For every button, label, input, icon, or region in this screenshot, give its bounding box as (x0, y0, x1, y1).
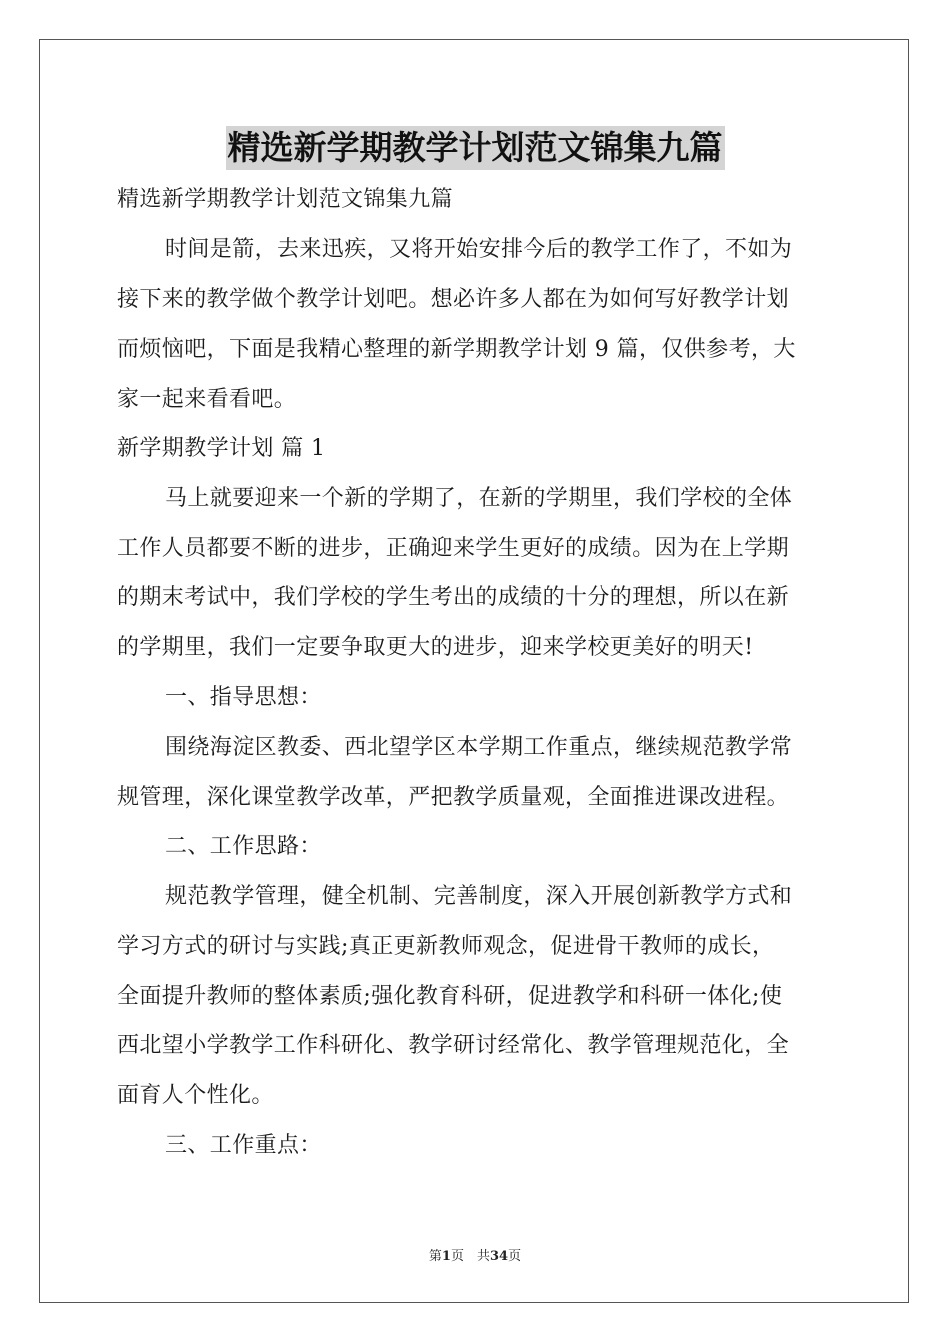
footer-prefix: 第 (428, 1249, 442, 1264)
paragraph-line: 学习方式的研讨与实践;真正更新教师观念，促进骨干教师的成长， (117, 934, 775, 959)
document-subtitle: 精选新学期教学计划范文锦集九篇 (117, 187, 454, 212)
paragraph-line: 的学期里，我们一定要争取更大的进步，迎来学校更美好的明天! (117, 635, 754, 660)
footer-suffix: 页 (508, 1249, 522, 1264)
paragraph-line: 工作人员都要不断的进步，正确迎来学生更好的成绩。因为在上学期 (117, 536, 790, 561)
intro-line: 时间是箭，去来迅疾，又将开始安排今后的教学工作了，不如为 (165, 237, 793, 262)
document-title: 精选新学期教学计划范文锦集九篇 (226, 126, 725, 170)
subheading-work-approach: 二、工作思路： (165, 834, 322, 859)
paragraph-line: 面育人个性化。 (117, 1083, 274, 1108)
paragraph-line: 马上就要迎来一个新的学期了，在新的学期里，我们学校的全体 (165, 486, 793, 511)
footer-total-pages: 34 (489, 1249, 509, 1264)
paragraph-line: 规管理，深化课堂教学改革，严把教学质量观，全面推进课改进程。 (117, 785, 790, 810)
document-title-block (0, 126, 950, 170)
page-footer (0, 1248, 950, 1266)
intro-line: 接下来的教学做个教学计划吧。想必许多人都在为如何写好教学计划 (117, 287, 790, 312)
page-border (39, 39, 909, 1303)
paragraph-line: 西北望小学教学工作科研化、教学研讨经常化、教学管理规范化，全 (117, 1033, 790, 1058)
paragraph-line: 全面提升教师的整体素质;强化教育科研，促进教学和科研一体化;使 (117, 984, 783, 1009)
intro-line: 家一起来看看吧。 (117, 387, 297, 412)
footer-current-page: 1 (441, 1249, 451, 1264)
section-heading: 新学期教学计划 篇 1 (117, 436, 326, 461)
paragraph-line: 的期末考试中，我们学校的学生考出的成绩的十分的理想，所以在新 (117, 585, 790, 610)
paragraph-line: 规范教学管理，健全机制、完善制度，深入开展创新教学方式和 (165, 884, 793, 909)
footer-mid: 页 共 (450, 1249, 490, 1264)
intro-line: 而烦恼吧，下面是我精心整理的新学期教学计划 9 篇，仅供参考，大 (117, 337, 796, 362)
subheading-guiding-thought: 一、指导思想： (165, 685, 322, 710)
subheading-work-focus: 三、工作重点： (165, 1133, 322, 1158)
paragraph-line: 围绕海淀区教委、西北望学区本学期工作重点，继续规范教学常 (165, 735, 793, 760)
